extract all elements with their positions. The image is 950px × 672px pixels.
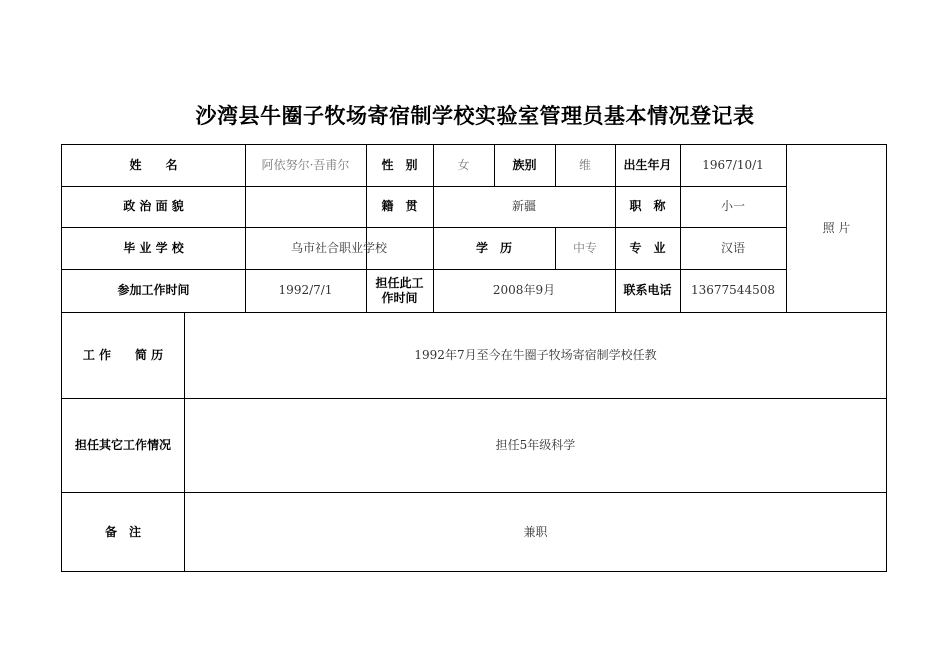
ethnicity-value: 维 — [578, 158, 591, 172]
school-label: 毕 业 学 校 — [123, 240, 184, 255]
major-value: 汉语 — [720, 240, 745, 255]
name-value: 阿依努尔·吾甫尔 — [261, 158, 350, 172]
education-label: 学 历 — [475, 240, 512, 255]
origin-label: 籍 贯 — [381, 199, 418, 213]
position-time-value: 2008年9月 — [492, 283, 556, 297]
political-label: 政 治 面 貌 — [123, 199, 184, 213]
birth-value: 1967/10/1 — [702, 158, 764, 172]
gender-value: 女 — [457, 158, 470, 172]
birth-label: 出生年月 — [623, 158, 672, 172]
gender-label: 性 别 — [381, 158, 418, 172]
other-work-label: 担任其它工作情况 — [74, 437, 171, 452]
photo-placeholder: 照 片 — [822, 221, 851, 235]
position-time-label: 担任此工作时间 — [375, 275, 424, 305]
title-value: 小一 — [720, 199, 745, 213]
title-label: 职 称 — [629, 199, 666, 213]
remarks-value: 兼职 — [523, 524, 548, 539]
school-value: 乌市社合职业学校 — [290, 240, 387, 255]
phone-label: 联系电话 — [623, 283, 672, 297]
ethnicity-label: 族别 — [512, 158, 537, 172]
education-value: 中专 — [572, 240, 597, 255]
remarks-label: 备 注 — [104, 524, 141, 539]
phone-value: 13677544508 — [691, 283, 775, 297]
registration-table — [61, 144, 887, 572]
other-work-value: 担任5年级科学 — [495, 437, 576, 452]
work-start-value: 1992/7/1 — [278, 283, 333, 297]
origin-value: 新疆 — [511, 199, 536, 213]
major-label: 专 业 — [629, 240, 666, 255]
work-start-label: 参加工作时间 — [117, 283, 190, 297]
political-value — [245, 186, 366, 227]
form-title: 沙湾县牛圈子牧场寄宿制学校实验室管理员基本情况登记表 — [195, 103, 755, 128]
resume-value: 1992年7月至今在牛圈子牧场寄宿制学校任教 — [414, 347, 657, 362]
resume-label: 工 作 简 历 — [82, 347, 164, 362]
name-label: 姓 名 — [129, 158, 178, 172]
